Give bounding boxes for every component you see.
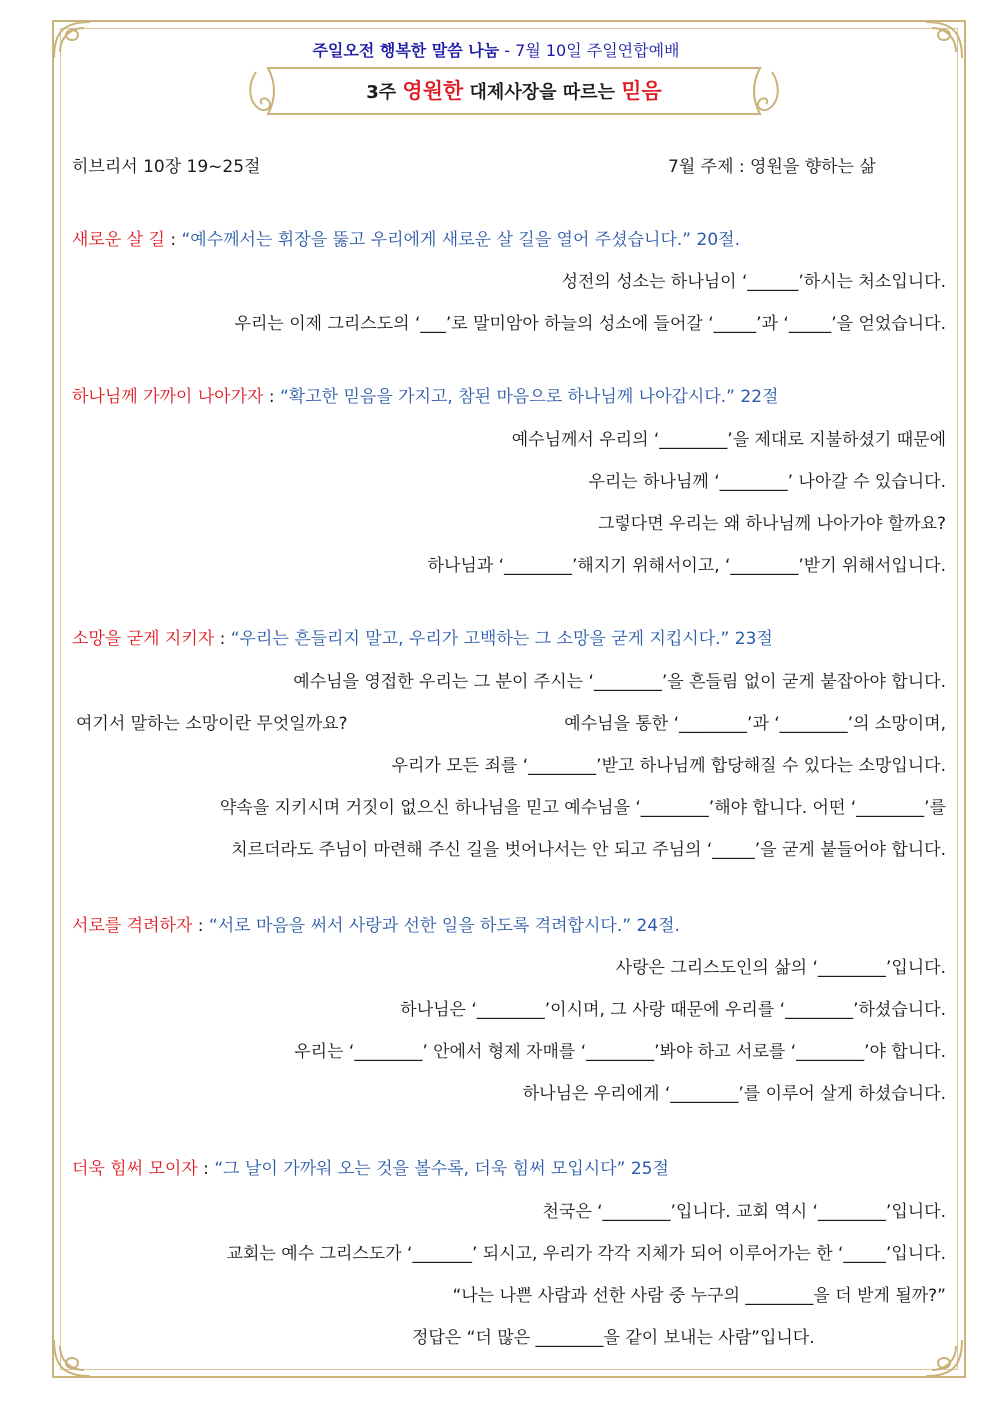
section-heading: 소망을 굳게 지키자 : “우리는 흔들리지 말고, 우리가 고백하는 그 소망을 굳게 지킵시다.” 23절 xyxy=(72,629,773,649)
corner-ornament-icon xyxy=(906,1320,966,1380)
text-line: 천국은 ‘________’입니다. 교회 역시 ‘________’입니다. xyxy=(542,1202,946,1222)
section-title: 하나님께 가까이 나아가자 xyxy=(72,387,264,407)
text-line: 하나님은 우리에게 ‘________’를 이루어 살게 하셨습니다. xyxy=(522,1084,946,1104)
text-line: 치르더라도 주님이 마련해 주신 길을 벗어나서는 안 되고 주님의 ‘_____’을 굳게 붙들어야 합니다. xyxy=(231,840,946,860)
text-line: 우리는 하나님께 ‘________’ 나아갈 수 있습니다. xyxy=(588,472,946,492)
text-line: 예수님을 통한 ‘________’과 ‘________’의 소망이며, xyxy=(564,714,946,734)
text-line: 우리는 이제 그리스도의 ‘___’로 말미암아 하늘의 성소에 들어갈 ‘_____’과 ‘_____’을 얻었습니다. xyxy=(234,314,946,334)
text-line: 정답은 “더 많은 ________을 같이 보내는 사람”입니다. xyxy=(412,1328,815,1348)
text-line: 사랑은 그리스도인의 삶의 ‘________’입니다. xyxy=(615,958,946,978)
section-heading: 하나님께 가까이 나아가자 : “확고한 믿음을 가지고, 참된 마음으로 하나님께 나아갑시다.” 22절 xyxy=(72,387,779,407)
section-title: 서로를 격려하자 xyxy=(72,916,193,936)
header xyxy=(0,38,992,61)
scripture-reference: 히브리서 10장 19~25절 xyxy=(72,157,261,177)
title-highlight-2: 믿음 xyxy=(621,79,662,103)
text-line: 여기서 말하는 소망이란 무엇일까요? xyxy=(76,714,348,734)
title-highlight-1: 영원한 xyxy=(402,79,464,103)
text-line: 하나님은 ‘________’이시며, 그 사랑 때문에 우리를 ‘________’하셨습니다. xyxy=(400,1000,946,1020)
section-title: 더욱 힘써 모이자 xyxy=(72,1159,198,1179)
text-line: “나는 나쁜 사람과 선한 사람 중 누구의 ________을 더 받게 될까?” xyxy=(452,1286,946,1306)
text-line: 교회는 예수 그리스도가 ‘_______’ 되시고, 우리가 각각 지체가 되어 이루어가는 한 ‘_____’입니다. xyxy=(226,1244,946,1264)
section-title: 새로운 살 길 xyxy=(72,230,165,250)
title-middle: 대제사장을 따르는 xyxy=(463,82,622,103)
section-quote: “그 날이 가까워 오는 것을 볼수록, 더욱 힘써 모입시다” 25절 xyxy=(214,1159,669,1179)
text-line: 예수님께서 우리의 ‘________’을 제대로 지불하셨기 때문에 xyxy=(511,430,946,450)
text-line: 예수님을 영접한 우리는 그 분이 주시는 ‘________’을 흔들림 없이 굳게 붙잡아야 합니다. xyxy=(293,672,946,692)
section-heading: 새로운 살 길 : “예수께서는 휘장을 뚫고 우리에게 새로운 살 길을 열어 주셨습니다.” 20절. xyxy=(72,230,740,250)
text-line: 그렇다면 우리는 왜 하나님께 나아가야 할까요? xyxy=(597,514,946,534)
section-heading: 더욱 힘써 모이자 : “그 날이 가까워 오는 것을 볼수록, 더욱 힘써 모입시다” 25절 xyxy=(72,1159,669,1179)
section-quote: “우리는 흔들리지 말고, 우리가 고백하는 그 소망을 굳게 지킵시다.” 23절 xyxy=(230,629,773,649)
text-line: 성전의 성소는 하나님이 ‘______’하시는 처소입니다. xyxy=(561,272,946,292)
section-title: 소망을 굳게 지키자 xyxy=(72,629,215,649)
header-title: 주일오전 행복한 말씀 나눔 xyxy=(312,41,500,60)
section-quote: “확고한 믿음을 가지고, 참된 마음으로 하나님께 나아갑시다.” 22절 xyxy=(280,387,779,407)
text-line: 우리는 ‘________’ 안에서 형제 자매를 ‘________’봐야 하고 서로를 ‘________’야 합니다. xyxy=(294,1042,946,1062)
header-subtitle: - 7월 10일 주일연합예배 xyxy=(499,41,680,60)
monthly-theme: 7월 주제 : 영원을 향하는 삶 xyxy=(668,157,876,177)
text-line: 약속을 지키시며 거짓이 없으신 하나님을 믿고 예수님을 ‘________’해야 합니다. 어떤 ‘________’를 xyxy=(219,798,946,818)
text-line: 우리가 모든 죄를 ‘________’받고 하나님께 합당해질 수 있다는 소망입니다. xyxy=(391,756,946,776)
section-quote: “서로 마음을 써서 사랑과 선한 일을 하도록 격려합시다.” 24절. xyxy=(208,916,680,936)
title-week: 3주 xyxy=(366,82,403,103)
section-quote: “예수께서는 휘장을 뚫고 우리에게 새로운 살 길을 열어 주셨습니다.” 20절. xyxy=(181,230,740,250)
text-line: 하나님과 ‘________’해지기 위해서이고, ‘________’받기 위해서입니다. xyxy=(427,556,946,576)
section-heading: 서로를 격려하자 : “서로 마음을 써서 사랑과 선한 일을 하도록 격려합시다.” 24절. xyxy=(72,916,680,936)
page-title xyxy=(248,64,780,118)
corner-ornament-icon xyxy=(50,1320,110,1380)
